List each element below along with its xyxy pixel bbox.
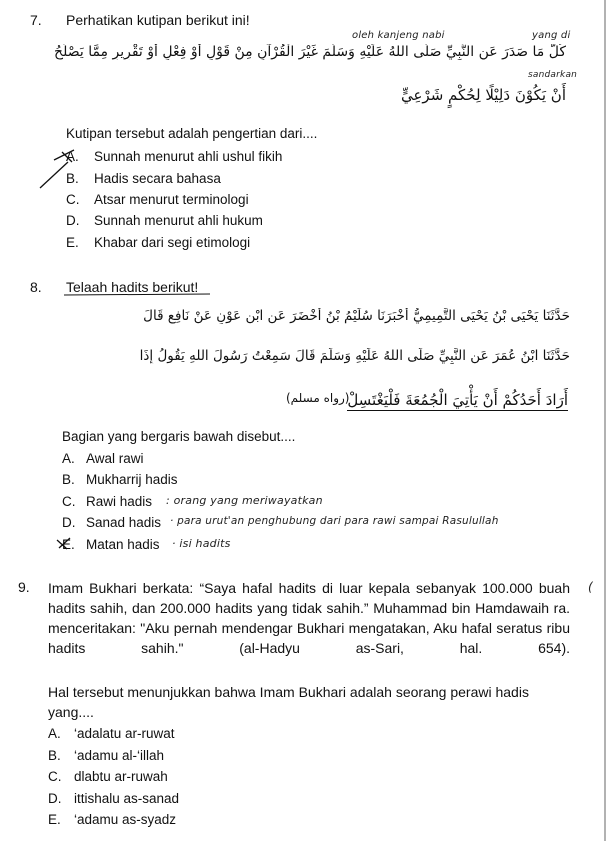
question-text: Kutipan tersebut adalah pengertian dari.... bbox=[66, 126, 318, 141]
option-text: Mukharrij hadis bbox=[86, 472, 178, 487]
option-text: Sunnah menurut ahli ushul fikih bbox=[94, 149, 283, 164]
option-text: ‘adalatu ar-ruwat bbox=[74, 726, 175, 741]
arabic-hadith-line: حَدَّثَنَا يَحْيَى بْنُ يَحْيَى التَّمِيمِيُّ أَخْبَرَنَا سُلَيْمُ بْنُ أَخْضَرَ عَنِ ابْنِ عَوْنٍ عَنْ نَافِعٍ قَالَ bbox=[143, 308, 570, 324]
handwritten-note: · para urut'an penghubung dari para rawi sampai Rasulullah bbox=[170, 515, 499, 527]
option-letter: D. bbox=[48, 791, 62, 806]
handwritten-mark: ( bbox=[588, 580, 593, 594]
answer-check-mark bbox=[40, 150, 74, 188]
option-letter: C. bbox=[62, 494, 76, 509]
option-letter: A. bbox=[66, 149, 79, 164]
question-prompt: Telaah hadits berikut! bbox=[66, 279, 199, 295]
question-text: Hal tersebut menunjukkan bahwa Imam Bukhari adalah seorang perawi hadis yang.... bbox=[48, 684, 529, 720]
handwritten-note: oleh kanjeng nabi bbox=[352, 30, 445, 41]
handwritten-note: yang di bbox=[532, 30, 571, 41]
option-letter: C. bbox=[48, 769, 62, 784]
question-text: Bagian yang bergaris bawah disebut.... bbox=[62, 429, 296, 444]
question-prompt: Perhatikan kutipan berikut ini! bbox=[66, 12, 250, 28]
option-letter: B. bbox=[66, 171, 79, 186]
arabic-hadith-line: حَدَّثَنَا ابْنُ عُمَرَ عَنِ النَّبِيِّ صَلَّى اللهُ عَلَيْهِ وَسَلَّمَ قَالَ سَمِعْتُ رَسُولَ اللهِ يَقُولُ إِذَا bbox=[139, 348, 570, 364]
question-number: 7. bbox=[30, 12, 42, 28]
option-text: Khabar dari segi etimologi bbox=[94, 235, 251, 250]
option-text: Rawi hadis bbox=[86, 494, 153, 509]
question-number: 9. bbox=[18, 579, 30, 595]
handwritten-note: sandarkan bbox=[528, 70, 578, 80]
option-letter: D. bbox=[62, 515, 76, 530]
arabic-quote-line: أَنْ يَكُوْنَ دَلِيْلًا لِحُكْمٍ شَرْعِيٍّ bbox=[400, 86, 566, 104]
handwritten-note: : orang yang meriwayatkan bbox=[166, 494, 323, 507]
option-letter: A. bbox=[48, 726, 61, 741]
answer-check-mark bbox=[57, 538, 70, 549]
option-text: Awal rawi bbox=[86, 451, 144, 466]
option-letter: E. bbox=[48, 812, 61, 827]
handwritten-note: · isi hadits bbox=[172, 537, 231, 550]
option-text: Sunnah menurut ahli hukum bbox=[94, 213, 263, 228]
prompt-underline bbox=[64, 294, 210, 295]
arabic-quote-line: كُلُّ مَا صَدَرَ عَنِ النَّبِيِّ صَلَّى اللهُ عَلَيْهِ وَسَلَّمَ غَيْرَ الْقُرْآنِ مِنْ قَوْلٍ أَوْ فِعْلٍ أَوْ تَقْرِيرٍ مِمَّا يَصْلُحُ bbox=[54, 44, 566, 60]
option-text: ‘adamu al-‘illah bbox=[74, 748, 165, 763]
option-letter: E. bbox=[62, 537, 75, 552]
question-number: 8. bbox=[30, 279, 42, 295]
option-letter: D. bbox=[66, 213, 80, 228]
hadith-source: (رواه مسلم) bbox=[286, 391, 350, 405]
option-letter: A. bbox=[62, 451, 75, 466]
arabic-hadith-underlined: أَرَادَ أَحَدُكُمْ أَنْ يَأْتِيَ الْجُمُعَةَ فَلْيَغْتَسِلْ bbox=[347, 391, 568, 409]
question-paragraph: Imam Bukhari berkata: “Saya hafal hadits di luar kepala sebanyak 100.000 buah hadits sahih, dan 200.000 hadits yang tidak sahih.” Muhammad bin Hamdawaih ra. menceritakan: "Aku pernah mendengar Bukhari mengatakan, Aku hafal seratus ribu hadits sahih." (al-Hadyu as-Sari, hal. 654). bbox=[48, 580, 570, 656]
option-text: dlabtu ar-ruwah bbox=[74, 769, 168, 784]
option-letter: B. bbox=[62, 472, 75, 487]
option-text: Sanad hadis bbox=[86, 515, 162, 530]
option-text: Hadis secara bahasa bbox=[94, 171, 221, 186]
option-text: ‘adamu as-syadz bbox=[74, 812, 177, 827]
option-letter: B. bbox=[48, 748, 61, 763]
option-text: Matan hadis bbox=[86, 537, 160, 552]
option-text: Atsar menurut terminologi bbox=[94, 192, 249, 207]
option-letter: E. bbox=[66, 235, 79, 250]
option-text: ittishalu as-sanad bbox=[74, 791, 180, 806]
option-letter: C. bbox=[66, 192, 80, 207]
